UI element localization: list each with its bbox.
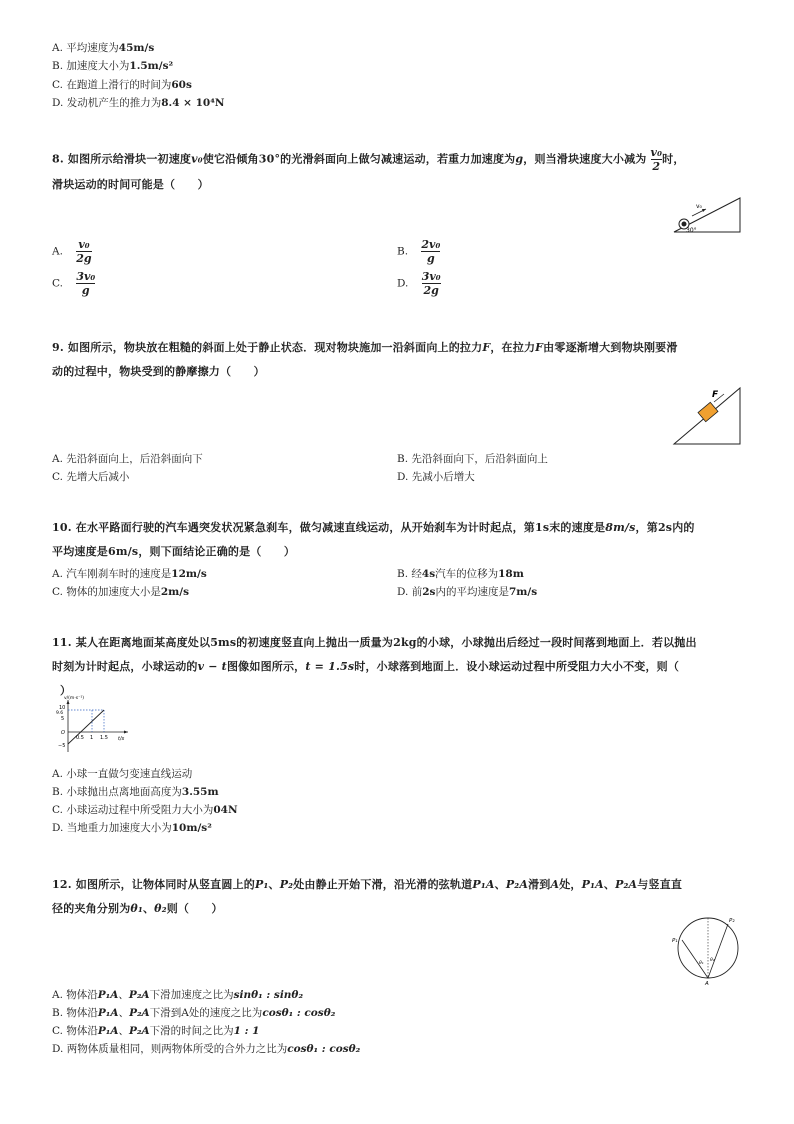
q10-option-a: A. 汽车刚刹车时的速度是12m/s xyxy=(52,568,207,580)
q9-option-c: C. 先增大后减小 xyxy=(52,471,130,483)
q11-option-b: B. 小球抛出点离地面高度为3.55m xyxy=(52,786,219,798)
q11-vt-graph xyxy=(56,694,132,754)
q11-graph-tick-y-10: 10 xyxy=(59,705,66,711)
q8-incline-figure xyxy=(672,194,744,236)
q8-half-fraction: $\frac{\text{v₀}}{2}$ xyxy=(650,146,663,173)
q11-option-c: C. 小球运动过程中所受阻力大小为04N xyxy=(52,804,238,816)
q11-graph-tick-x-1.5: 1.5 xyxy=(100,735,108,741)
q8-option-a: A. $\frac{\text{v₀}}{2g}$ xyxy=(52,238,92,265)
q8-fig-angle: 30° xyxy=(686,227,697,234)
q8-option-c: C. $\frac{\text{3v₀}}{g}$ xyxy=(52,270,96,297)
q11-graph-tick-y-5: 5 xyxy=(61,716,65,722)
q12-fig-theta1: θ₁ xyxy=(699,961,704,966)
q11-graph-origin: O xyxy=(61,730,65,736)
q11-stem: 11. 某人在距离地面某高度处以5ms的初速度竖直向上抛出一质量为2kg的小球，小球抛出后经过一段时间落到地面上．若以抛出 时刻为计时起点，小球运动的v − t图像如图所示，t = 1.5s时，小球落到地面上．设小球运动过程中所受阻力大小不变，则（ ） xyxy=(52,636,697,697)
q7-option-d: D. 发动机产生的推力为8.4 × 10⁴N xyxy=(52,97,225,109)
q11-graph-xlabel: t/s xyxy=(118,736,125,742)
q11-graph-tick-y-neg5: −5 xyxy=(58,743,66,749)
q10-option-c: C. 物体的加速度大小是2m/s xyxy=(52,586,190,598)
q12-fig-theta2: θ₂ xyxy=(710,958,715,963)
q10-option-d: D. 前2s内的平均速度是7m/s xyxy=(397,586,538,598)
q11-graph-ylabel: v/(m·s⁻¹) xyxy=(64,696,85,701)
q11-option-d: D. 当地重力加速度大小为10m/s² xyxy=(52,822,212,834)
q7-option-b: B. 加速度大小为1.5m/s² xyxy=(52,60,174,72)
q11-option-a: A. 小球一直做匀变速直线运动 xyxy=(52,768,193,780)
q9-fig-F: F xyxy=(712,390,719,400)
q9-option-d: D. 先减小后增大 xyxy=(397,471,475,483)
q8-stem: 8. 如图所示给滑块一初速度v₀使它沿倾角30°的光滑斜面向上做匀减速运动，若重力加速度为g，则当滑块速度大小减为 $\frac{\text{v₀}}{2}$ 时， 滑块运动的时间可能是（ ） xyxy=(52,146,685,191)
q8-fig-v0: v₀ xyxy=(696,203,702,210)
q7-option-a: A. 平均速度为45m/s xyxy=(52,42,155,54)
q8-option-b: B. $\frac{\text{2v₀}}{g}$ xyxy=(397,238,441,265)
q12-option-c: C. 物体沿P₁A、P₂A下滑的时间之比为1 : 1 xyxy=(52,1025,260,1037)
q9-option-b: B. 先沿斜面向下，后沿斜面向上 xyxy=(397,453,548,465)
q10-stem: 10. 在水平路面行驶的汽车遇突发状况紧急刹车，做匀减速直线运动，从开始刹车为计时起点，第1s末的速度是8m/s，第2s内的 平均速度是6m/s，则下面结论正确的是（ ） xyxy=(52,521,695,558)
q12-fig-a: A xyxy=(705,981,709,986)
q11-graph-tick-y-9.6: 9.6 xyxy=(56,711,64,716)
q12-option-d: D. 两物体质量相同，则两物体所受的合外力之比为cosθ₁ : cosθ₂ xyxy=(52,1043,361,1055)
q9-incline-figure xyxy=(672,386,744,446)
q12-stem: 12. 如图所示，让物体同时从竖直圆上的P₁、P₂处由静止开始下滑，沿光滑的弦轨道P₁A、P₂A滑到A处，P₁A、P₂A与竖直直 径的夹角分别为θ₁、θ₂则（ ） xyxy=(52,878,683,915)
q12-option-b: B. 物体沿P₁A、P₂A下滑到A处的速度之比为cosθ₁ : cosθ₂ xyxy=(52,1007,336,1019)
q12-fig-p2: P₂ xyxy=(729,918,735,924)
q7-option-c: C. 在跑道上滑行的时间为60s xyxy=(52,79,192,91)
q10-option-b: B. 经4s汽车的位移为18m xyxy=(397,568,524,580)
q11-graph-tick-x-0.5: 0.5 xyxy=(76,735,84,741)
q12-fig-p1: P₁ xyxy=(672,938,678,944)
q11-graph-tick-x-1: 1 xyxy=(90,735,94,741)
q9-stem: 9. 如图所示，物块放在粗糙的斜面上处于静止状态．现对物块施加一沿斜面向上的拉力F，在拉力F由零逐渐增大到物块刚要滑 动的过程中，物块受到的静摩擦力（ ） xyxy=(52,341,678,378)
q12-option-a: A. 物体沿P₁A、P₂A下滑加速度之比为sinθ₁ : sinθ₂ xyxy=(52,989,304,1001)
q8-option-d: D. $\frac{\text{3v₀}}{2g}$ xyxy=(397,270,441,297)
q12-circle-figure xyxy=(670,912,746,986)
q9-option-a: A. 先沿斜面向上，后沿斜面向下 xyxy=(52,453,203,465)
